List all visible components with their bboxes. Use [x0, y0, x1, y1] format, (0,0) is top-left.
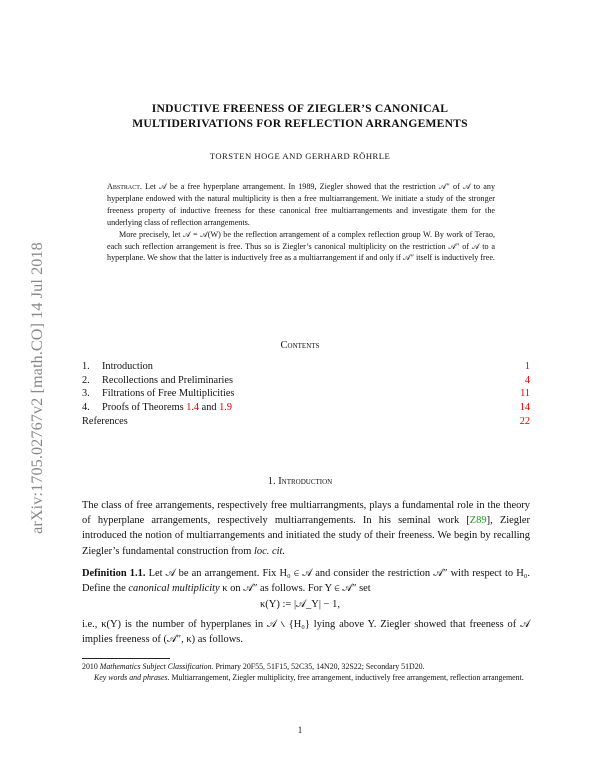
toc-page-link[interactable]: 4	[524, 374, 530, 386]
loc-cit: loc. cit.	[253, 545, 285, 557]
keywords-term: Key words and phrases.	[94, 673, 170, 683]
section-heading: 1. Introduction	[267, 476, 333, 487]
paper-title	[80, 101, 520, 131]
arxiv-identifier: arXiv:1705.02767v2 [math.CO] 14 Jul 2018	[28, 242, 46, 534]
definition-block	[82, 566, 530, 596]
intro-paragraph	[82, 498, 530, 559]
theorem-ref-link[interactable]: 1.9	[219, 402, 232, 414]
definition-term: canonical multiplicity	[128, 583, 220, 595]
toc-number: 3.	[82, 388, 90, 400]
toc-item-proofs[interactable]	[82, 401, 530, 415]
display-formula: κ(Y) := |𝒜_Y| − 1,	[260, 599, 340, 610]
abstract	[107, 181, 495, 264]
abstract-paragraph-1	[107, 181, 495, 229]
page-number: 1	[297, 725, 303, 735]
abstract-label: Abstract.	[107, 182, 142, 191]
post-formula-text: i.e., κ(Y) is the number of hyperplanes in 𝒜 ∖ {H₀} lying above Y. Ziegler showed that freeness of 𝒜 implies freeness of (𝒜″, κ) as follows.	[82, 619, 530, 646]
keywords-list: Multiarrangement, Ziegler multiplicity, free arrangement, inductively free arrangement, reflection arrangement.	[169, 673, 524, 683]
toc-item-recollections[interactable]	[82, 374, 530, 388]
toc-number: 1.	[82, 361, 90, 372]
abstract-paragraph-2: More precisely, let 𝒜 = 𝒜(W) be the reflection arrangement of a complex reflection group W. By work of Terao, each such reflection arrangement is free. Thus so is Ziegler’s canonical multiplicity on the restriction 𝒜″ of 𝒜 to a hyperplane. We show that the latter is inductively free as a multiarrangement if and only if 𝒜″ itself is inductively free.	[107, 229, 495, 263]
toc-item-filtrations[interactable]	[82, 387, 530, 401]
definition-label: Definition 1.1.	[82, 568, 146, 579]
post-formula-paragraph	[82, 617, 530, 647]
footnote-rule	[82, 658, 170, 659]
abstract-text-1: Let 𝒜 be a free hyperplane arrangement. In 1989, Ziegler showed that the restriction 𝒜″ of 𝒜 to any hyperplane endowed with the natural multiplicity is then a free multiarrangement. We initiate a study of the stronger freeness property of inductive freeness for these canonical free multiarrangements and investigate them for the underlying class of reflection arrangements.	[107, 182, 496, 227]
toc-and: and	[201, 402, 217, 414]
msc-term: Mathematics Subject Classification.	[99, 662, 214, 671]
toc-label: Filtrations of Free Multiplicities	[102, 388, 235, 400]
contents-title: Contents	[280, 340, 320, 351]
toc-label: Proofs of Theorems	[102, 402, 184, 414]
toc-page-link[interactable]: 1	[524, 361, 530, 372]
toc-number: 4.	[82, 402, 90, 414]
definition-text-a: Let 𝒜 be an arrangement. Fix H₀ ∈ 𝒜 and consider the restriction 𝒜″ with respect to H₀. Define the	[82, 568, 530, 595]
intro-text-b: ], Ziegler introduced the notion of multiarrangements and initiated the study of their freeness. We begin by recalling Ziegler’s fundamental construction from	[82, 515, 530, 557]
theorem-ref-link[interactable]: 1.4	[186, 402, 200, 414]
title-line-2: MULTIDERIVATIONS FOR REFLECTION ARRANGEMENTS	[132, 117, 468, 130]
toc-label: References	[82, 415, 128, 427]
toc-item-references[interactable]	[82, 415, 530, 429]
citation-link[interactable]: Z89	[469, 515, 487, 527]
toc-page-link[interactable]: 14	[519, 402, 530, 414]
toc-page-link[interactable]: 11	[520, 388, 530, 400]
intro-text-a: The class of free arrangements, respectively free multiarrangments, plays a fundamental role in the theory of hyperplane arrangements, respectively multiarrangements. In his seminal work [	[82, 500, 530, 527]
msc-year: 2010	[82, 662, 100, 671]
authors: TORSTEN HOGE AND GERHARD RÖHRLE	[209, 151, 391, 161]
msc-footnote	[82, 661, 530, 672]
msc-codes: Primary 20F55, 51F15, 52C35, 14N20, 32S22; Secondary 51D20.	[213, 662, 425, 671]
toc-page-link[interactable]: 22	[519, 415, 530, 427]
toc-item-introduction[interactable]	[82, 360, 530, 374]
definition-text-b: κ on 𝒜″ as follows. For Y ∈ 𝒜″ set	[219, 583, 371, 595]
footnotes	[82, 661, 530, 683]
keywords-footnote	[82, 672, 530, 683]
toc-label: Introduction	[102, 361, 153, 372]
toc-label: Recollections and Preliminaries	[102, 374, 233, 386]
toc-number: 2.	[82, 374, 90, 386]
title-line-1: INDUCTIVE FREENESS OF ZIEGLER’S CANONICAL	[151, 102, 449, 115]
table-of-contents	[82, 360, 530, 428]
